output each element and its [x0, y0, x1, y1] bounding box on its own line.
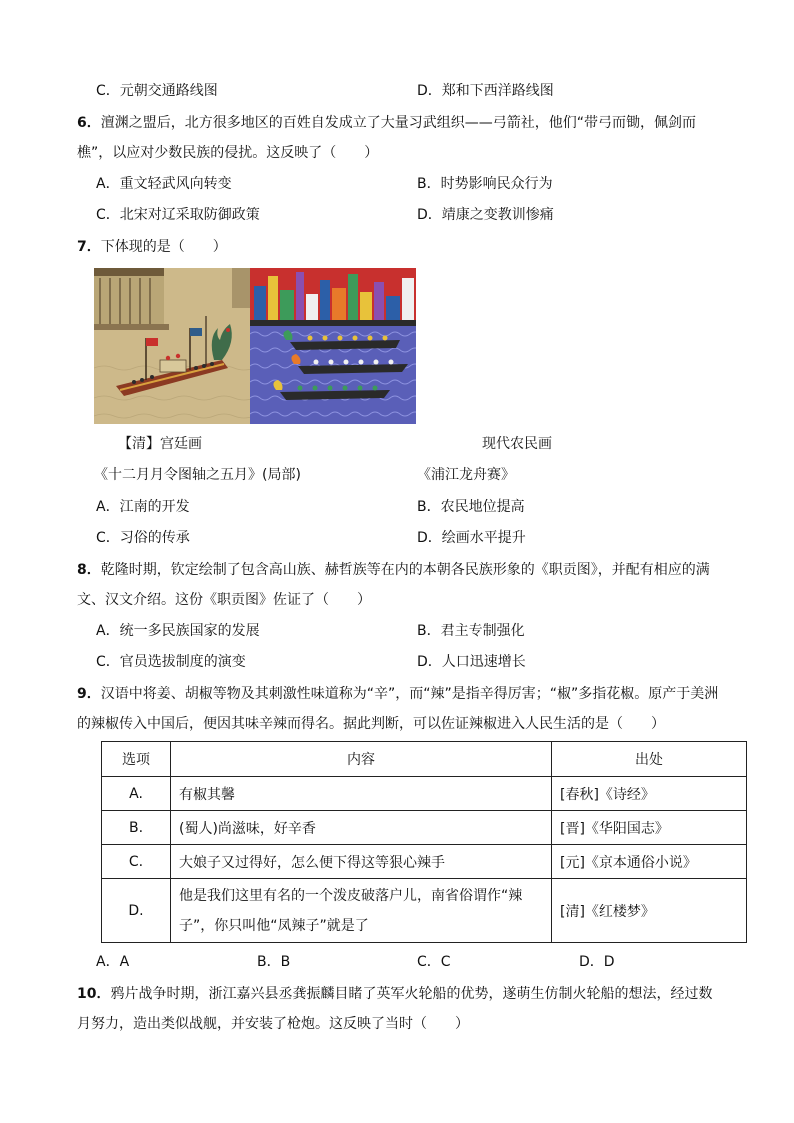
table-header-option: 选项 — [102, 742, 171, 777]
q9-table — [101, 741, 747, 943]
table-cell-option: A. — [102, 777, 171, 811]
q5-option-d: D．郑和下西洋路线图 — [417, 83, 554, 99]
table-cell-content — [171, 879, 552, 943]
q8-number: 8． — [77, 562, 101, 578]
q10-stem — [77, 984, 712, 1004]
q7-caption-right-2: 《浦江龙舟赛》 — [417, 467, 515, 483]
q9-number: 9． — [77, 686, 101, 702]
table-row — [102, 811, 747, 845]
table-cell-source: [清]《红楼梦》 — [552, 879, 747, 943]
q6-option-b: B．时势影响民众行为 — [417, 176, 553, 192]
table-header-source: 出处 — [552, 742, 747, 777]
table-cell-option: B. — [102, 811, 171, 845]
table-row — [102, 879, 747, 943]
q8-option-b: B．君主专制强化 — [417, 623, 525, 639]
table-row — [102, 777, 747, 811]
q6-option-d: D．靖康之变教训惨痛 — [417, 207, 554, 223]
table-cell-content-line2: 子”，你只叫他“凤辣子”就是了 — [179, 917, 369, 934]
table-header-content: 内容 — [171, 742, 552, 777]
q7-caption-right-1: 现代农民画 — [482, 436, 552, 452]
q10-line1: 鸦片战争时期，浙江嘉兴县丞龚振麟目睹了英军火轮船的优势，遂萌生仿制火轮船的想法，经过数 — [110, 986, 713, 1002]
q6-option-c: C．北宋对辽采取防御政策 — [96, 207, 260, 223]
q8-stem — [77, 560, 710, 580]
table-cell-content: 有椒其馨 — [171, 777, 552, 811]
table-cell-source: [元]《京本通俗小说》 — [552, 845, 747, 879]
q7-text: 下体现的是（ ） — [100, 239, 227, 255]
q6-option-a: A．重文轻武风向转变 — [96, 176, 232, 192]
q6-line1: 澶渊之盟后，北方很多地区的百姓自发成立了大量习武组织——弓箭社，他们“带弓而锄，佩剑而 — [100, 115, 697, 131]
q7-option-b: B．农民地位提高 — [417, 499, 525, 515]
table-cell-option: C. — [102, 845, 171, 879]
q8-option-d: D．人口迅速增长 — [417, 654, 526, 670]
table-row — [102, 845, 747, 879]
q8-line2: 文、汉文介绍。这份《职贡图》佐证了（ ） — [77, 592, 371, 608]
q10-line2: 月努力，造出类似战舰，并安装了枪炮。这反映了当时（ ） — [77, 1016, 469, 1032]
table-cell-content: (蜀人)尚滋味，好辛香 — [171, 811, 552, 845]
q9-line1: 汉语中将姜、胡椒等物及其刺激性味道称为“辛”，而“辣”是指辛得厉害；“椒”多指花椒。原产于美洲 — [100, 686, 719, 702]
q9-option-a: A．A — [96, 954, 130, 970]
q7-option-c: C．习俗的传承 — [96, 530, 190, 546]
q7-number: 7． — [77, 239, 101, 255]
q5-option-c: C．元朝交通路线图 — [96, 83, 218, 99]
table-header-row — [102, 742, 747, 777]
q8-line1: 乾隆时期，钦定绘制了包含高山族、赫哲族等在内的本朝各民族形象的《职贡图》，并配有相应的满 — [100, 562, 710, 578]
q8-option-a: A．统一多民族国家的发展 — [96, 623, 260, 639]
farmer-painting-image — [250, 268, 416, 424]
q8-option-c: C．官员选拔制度的演变 — [96, 654, 246, 670]
q10-number: 10． — [77, 986, 111, 1002]
q7-option-d: D．绘画水平提升 — [417, 530, 526, 546]
table-cell-source: [晋]《华阳国志》 — [552, 811, 747, 845]
q7-stem — [77, 237, 227, 257]
q9-option-c: C．C — [417, 954, 451, 970]
q6-number: 6． — [77, 115, 101, 131]
qing-court-painting-image — [94, 268, 250, 424]
q9-line2: 的辣椒传入中国后，便因其味辛辣而得名。据此判断，可以佐证辣椒进入人民生活的是（ ） — [77, 716, 665, 732]
q7-caption-left-2: 《十二月月令图轴之五月》(局部) — [94, 467, 301, 483]
q9-stem — [77, 684, 718, 704]
table-cell-content-line1: 他是我们这里有名的一个泼皮破落户儿，南省俗谓作“辣 — [179, 887, 523, 904]
q6-line2: 樵”，以应对少数民族的侵扰。这反映了（ ） — [77, 145, 379, 161]
q9-option-d: D．D — [579, 954, 615, 970]
table-cell-content: 大娘子又过得好，怎么便下得这等狠心辣手 — [171, 845, 552, 879]
q7-caption-left-1: 【清】宫廷画 — [118, 436, 202, 452]
q9-option-b: B．B — [257, 954, 291, 970]
table-cell-source: [春秋]《诗经》 — [552, 777, 747, 811]
q6-stem — [77, 113, 696, 133]
q7-option-a: A．江南的开发 — [96, 499, 190, 515]
table-cell-option: D. — [102, 879, 171, 943]
